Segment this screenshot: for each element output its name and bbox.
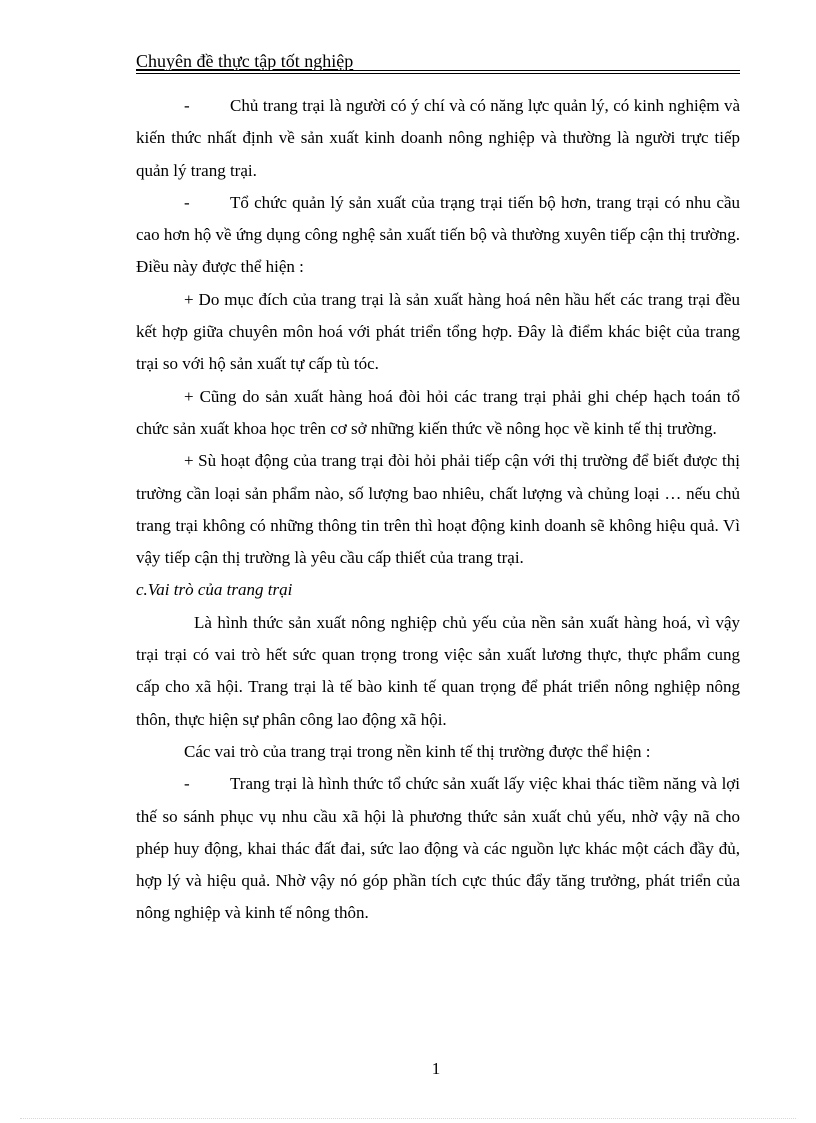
page-header <box>136 50 740 74</box>
paragraph-owner-capability <box>136 90 740 187</box>
paragraph-role-exploitation <box>136 768 740 929</box>
header-rule <box>136 70 740 71</box>
paragraph-text: Trang trại là hình thức tổ chức sản xuất lấy việc khai thác tiềm năng và lợi thế so sánh phục vụ nhu cầu xã hội là phương thức sản xuất chủ yếu, nhờ vậy nã cho phép huy động, khai thác đất đai, sức lao động và các nguồn lực khác một cách đầy đủ, hợp lý và hiệu quả. Nhờ vậy nó góp phần tích cực thúc đẩy tăng trưởng, phát triển của nông nghiệp và kinh tế nông thôn. <box>136 774 740 923</box>
paragraph-text: Chủ trang trại là người có ý chí và có năng lực quản lý, có kinh nghiệm và kiến thức nhất định về sản xuất kinh doanh nông nghiệp và thường là người trực tiếp quản lý trang trại. <box>136 96 740 180</box>
bullet-dash-icon: - <box>184 192 190 212</box>
header-rule-double <box>136 73 740 74</box>
paragraph-management-organization <box>136 187 740 284</box>
paragraph-text: Tổ chức quản lý sản xuất của trạng trại tiến bộ hơn, trang trại có nhu cầu cao hơn hộ về ứng dụng công nghệ sản xuất tiến bộ và thường xuyên tiếp cận thị trường. Điều này được thể hiện : <box>136 192 740 277</box>
paragraph-commodity-production: + Do mục đích của trang trại là sản xuất hàng hoá nên hầu hết các trang trại đều kết hợp giữa chuyên môn hoá với phát triển tổng hợp. Đây là điểm khác biệt của trang trại so với hộ sản xuất tự cấp tù tóc. <box>136 289 740 374</box>
bullet-dash-icon: - <box>184 774 190 794</box>
document-body <box>136 90 740 930</box>
page-bottom-border <box>20 1118 796 1119</box>
paragraph-roles-lead: Các vai trò của trang trại trong nền kinh tế thị trường được thể hiện : <box>184 741 651 761</box>
document-title: Chuyên đề thực tập tốt nghiệp <box>136 51 354 71</box>
page-number: 1 <box>431 1059 441 1078</box>
paragraph-accounting: + Cũng do sản xuất hàng hoá đòi hỏi các trang trại phải ghi chép hạch toán tổ chức sản xuất khoa học trên cơ sở những kiến thức về nông học về kinh tế thị trường. <box>136 386 740 438</box>
section-subheading: c.Vai trò của trang trại <box>136 580 293 600</box>
bullet-dash-icon: - <box>184 96 190 115</box>
paragraph-role-intro: Là hình thức sản xuất nông nghiệp chủ yếu của nền sản xuất hàng hoá, vì vậy trại trại có vai trò hết sức quan trọng trong việc sản xuất lương thực, thực phẩm cung cấp cho xã hội. Trang trại là tế bào kinh tế quan trọng để phát triển nông nghiệp nông thôn, thực hiện sự phân công lao động xã hội. <box>136 612 740 729</box>
paragraph-market-access: + Sù hoạt động của trang trại đòi hỏi phải tiếp cận với thị trường để biết được thị trường cần loại sản phẩm nào, số lượng bao nhiêu, chất lượng và chủng loại … nếu chủ trang trại không có những thông tin trên thì hoạt động kinh doanh sẽ không hiệu quả. Vì vậy tiếp cận thị trường là yêu cầu cấp thiết của trang trại. <box>136 451 740 568</box>
